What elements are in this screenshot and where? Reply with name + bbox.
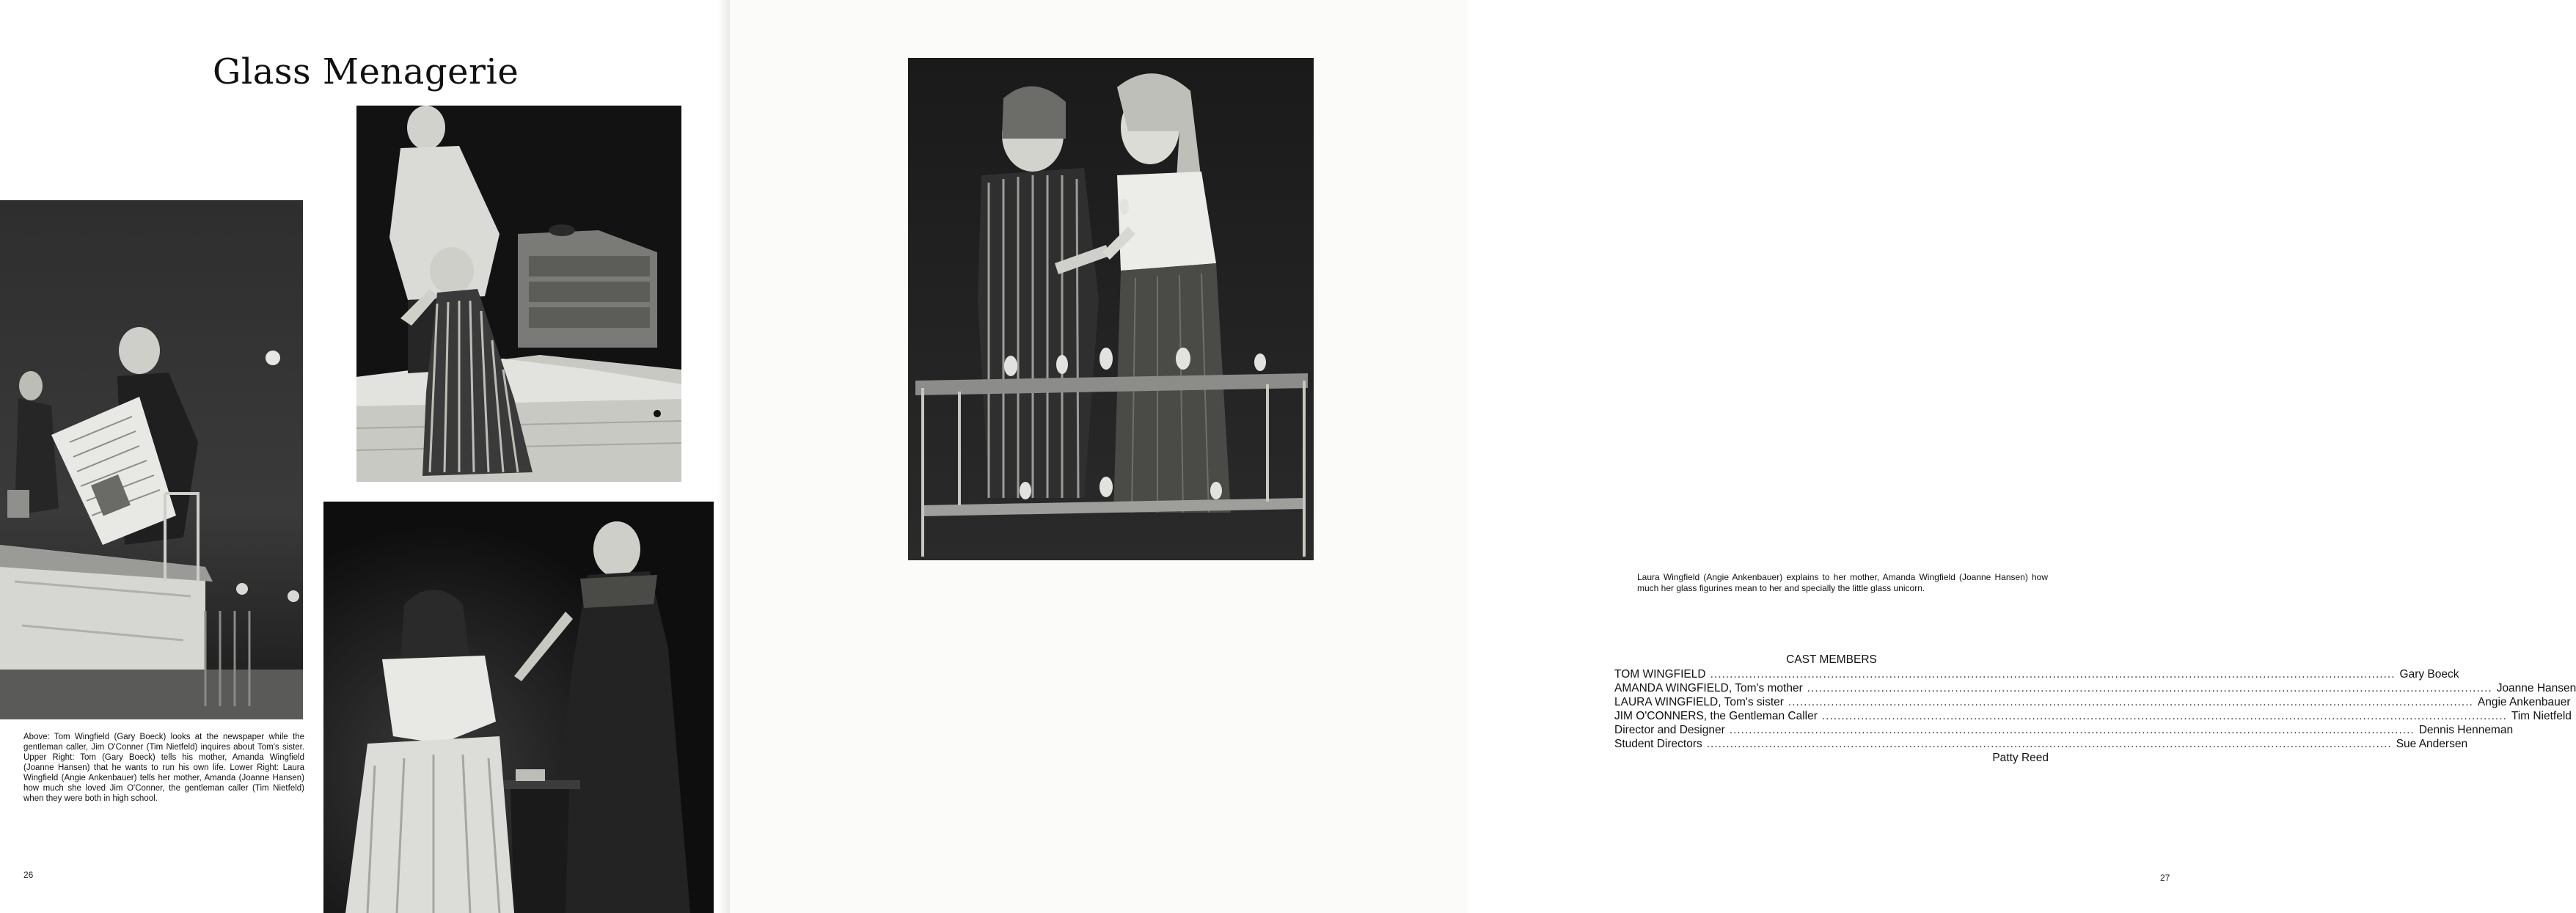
leader-dots	[1707, 737, 2392, 751]
cast-row	[1614, 737, 2468, 751]
cast-row	[1614, 723, 2514, 737]
leader-dots	[1788, 695, 2473, 709]
photo-laura-and-amanda	[323, 502, 714, 913]
photo-glass-figurines-scene	[908, 58, 1314, 560]
right-page	[730, 0, 2576, 913]
cast-actor: Sue Andersen	[2396, 738, 2468, 750]
cast-role: TOM WINGFIELD	[1614, 668, 1706, 681]
cast-role: Director and Designer	[1614, 724, 1725, 736]
cast-row	[1614, 709, 2572, 723]
glass-figurines-image	[908, 58, 1314, 560]
cast-actor: Joanne Hansen	[2496, 682, 2576, 694]
cast-role: AMANDA WINGFIELD, Tom's mother	[1614, 682, 1803, 694]
page-number-left: 26	[23, 870, 34, 880]
cast-actor: Gary Boeck	[2399, 668, 2459, 681]
leader-dots	[1807, 681, 2492, 695]
cast-row	[1614, 681, 2576, 695]
cast-actor: Dennis Henneman	[2418, 724, 2514, 736]
cast-row	[1614, 667, 2459, 681]
cast-role: JIM O'CONNERS, the Gentleman Caller	[1614, 710, 1818, 722]
tom-and-amanda-image	[356, 106, 681, 482]
photo-tom-and-amanda	[356, 106, 681, 482]
newspaper-scene-image	[0, 200, 303, 719]
page-title: Glass Menagerie	[213, 51, 519, 92]
cast-heading: CAST MEMBERS	[1786, 653, 1877, 666]
cast-role: Student Directors	[1614, 738, 1702, 750]
photo-newspaper-scene	[0, 200, 303, 719]
leader-dots	[1730, 723, 2415, 737]
cast-members-list	[1614, 653, 2576, 765]
right-photo-caption: Laura Wingfield (Angie Ankenbauer) explains to her mother, Amanda Wingfield (Joanne Hansen) how much her glass figurines mean to her and specially the little glass unicorn.	[1637, 572, 2048, 593]
cast-row	[1614, 695, 2571, 709]
left-photo-caption: Above: Tom Wingfield (Gary Boeck) looks at the newspaper while the gentleman caller, Jim O'Conner (Tim Nietfeld) inquires about Tom's sister. Upper Right: Tom (Gary Boeck) tells his mother, Amanda Wingfield (Joanne Hansen) that he wants to run his own life. Lower Right: Laura Wingfield (Angie Ankenbauer) tells her mother, Amanda (Joanne Hansen) how much she loved Jim O'Conner, the gentleman caller (Tim Nietfeld) when they were both in high school.	[23, 733, 304, 803]
left-page	[0, 0, 730, 913]
leader-dots	[1822, 709, 2507, 723]
leader-dots	[1710, 667, 2396, 681]
cast-actor: Angie Ankenbauer	[2477, 696, 2571, 708]
cast-role: LAURA WINGFIELD, Tom's sister	[1614, 696, 1784, 708]
page-number-right: 27	[2160, 873, 2170, 883]
cast-actor: Tim Nietfeld	[2511, 710, 2572, 722]
cast-extra-actor: Patty Reed	[1992, 752, 2049, 764]
laura-and-amanda-image	[323, 502, 714, 913]
